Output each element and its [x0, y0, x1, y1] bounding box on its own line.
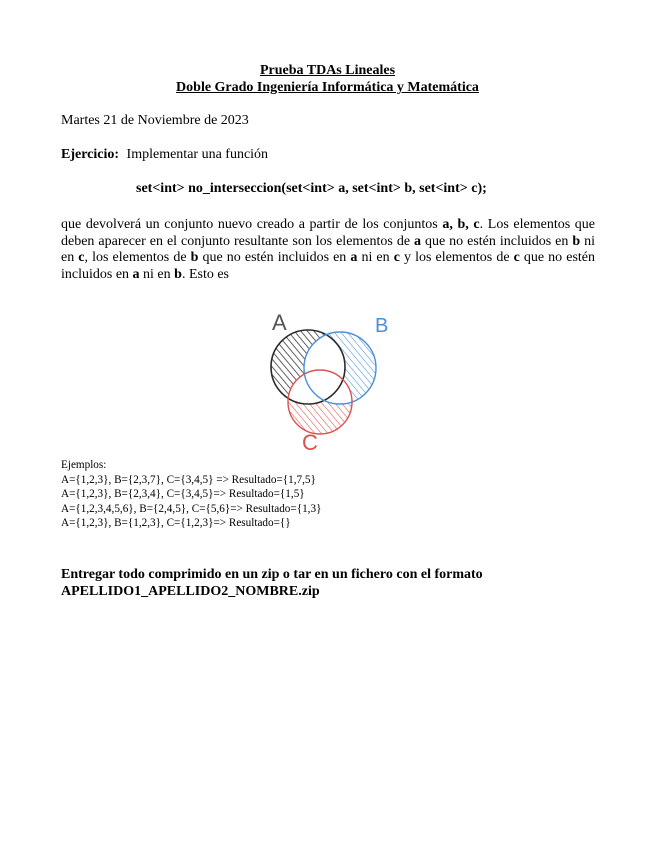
- venn-label-c: C: [302, 430, 318, 454]
- venn-label-b: B: [375, 315, 389, 337]
- examples-block: [61, 458, 321, 531]
- examples-heading: Ejemplos:: [61, 459, 107, 471]
- venn-label-a: A: [272, 310, 287, 335]
- document-subtitle: Doble Grado Ingeniería Informática y Matemática: [176, 80, 479, 95]
- submission-line-1: Entregar todo comprimido en un zip o tar en un fichero con el formato: [61, 567, 483, 582]
- exercise-heading: [61, 147, 268, 163]
- exam-date: Martes 21 de Noviembre de 2023: [61, 113, 249, 128]
- submission-filename: APELLIDO1_APELLIDO2_NOMBRE.zip: [61, 584, 320, 599]
- submission-instructions: [61, 566, 483, 600]
- exercise-label: Ejercicio:: [61, 147, 120, 162]
- exercise-intro: Implementar una función: [126, 147, 269, 162]
- example-line: A={1,2,3}, B={1,2,3}, C={1,2,3}=> Resultado={}: [61, 517, 291, 530]
- example-line: A={1,2,3}, B={2,3,7}, C={3,4,5} => Resultado={1,7,5}: [61, 473, 316, 486]
- example-line: A={1,2,3}, B={2,3,4}, C={3,4,5}=> Resultado={1,5}: [61, 488, 305, 501]
- exercise-description: que devolverá un conjunto nuevo creado a partir de los conjuntos a, b, c. Los elementos que deben aparecer en el conjunto resultante son los elementos de a que no estén incluidos en b ni en c, los elementos de b que no estén incluidos en a ni en c y los elementos de c que no estén incluidos en a ni en b. Esto es: [61, 217, 596, 282]
- example-line: A={1,2,3,4,5,6}, B={2,4,5}, C={5,6}=> Resultado={1,3}: [61, 502, 322, 515]
- venn-diagram: [258, 304, 398, 454]
- function-signature: set<int> no_interseccion(set<int> a, set<int> b, set<int> c);: [136, 181, 487, 196]
- document-title: Prueba TDAs Lineales: [259, 63, 396, 78]
